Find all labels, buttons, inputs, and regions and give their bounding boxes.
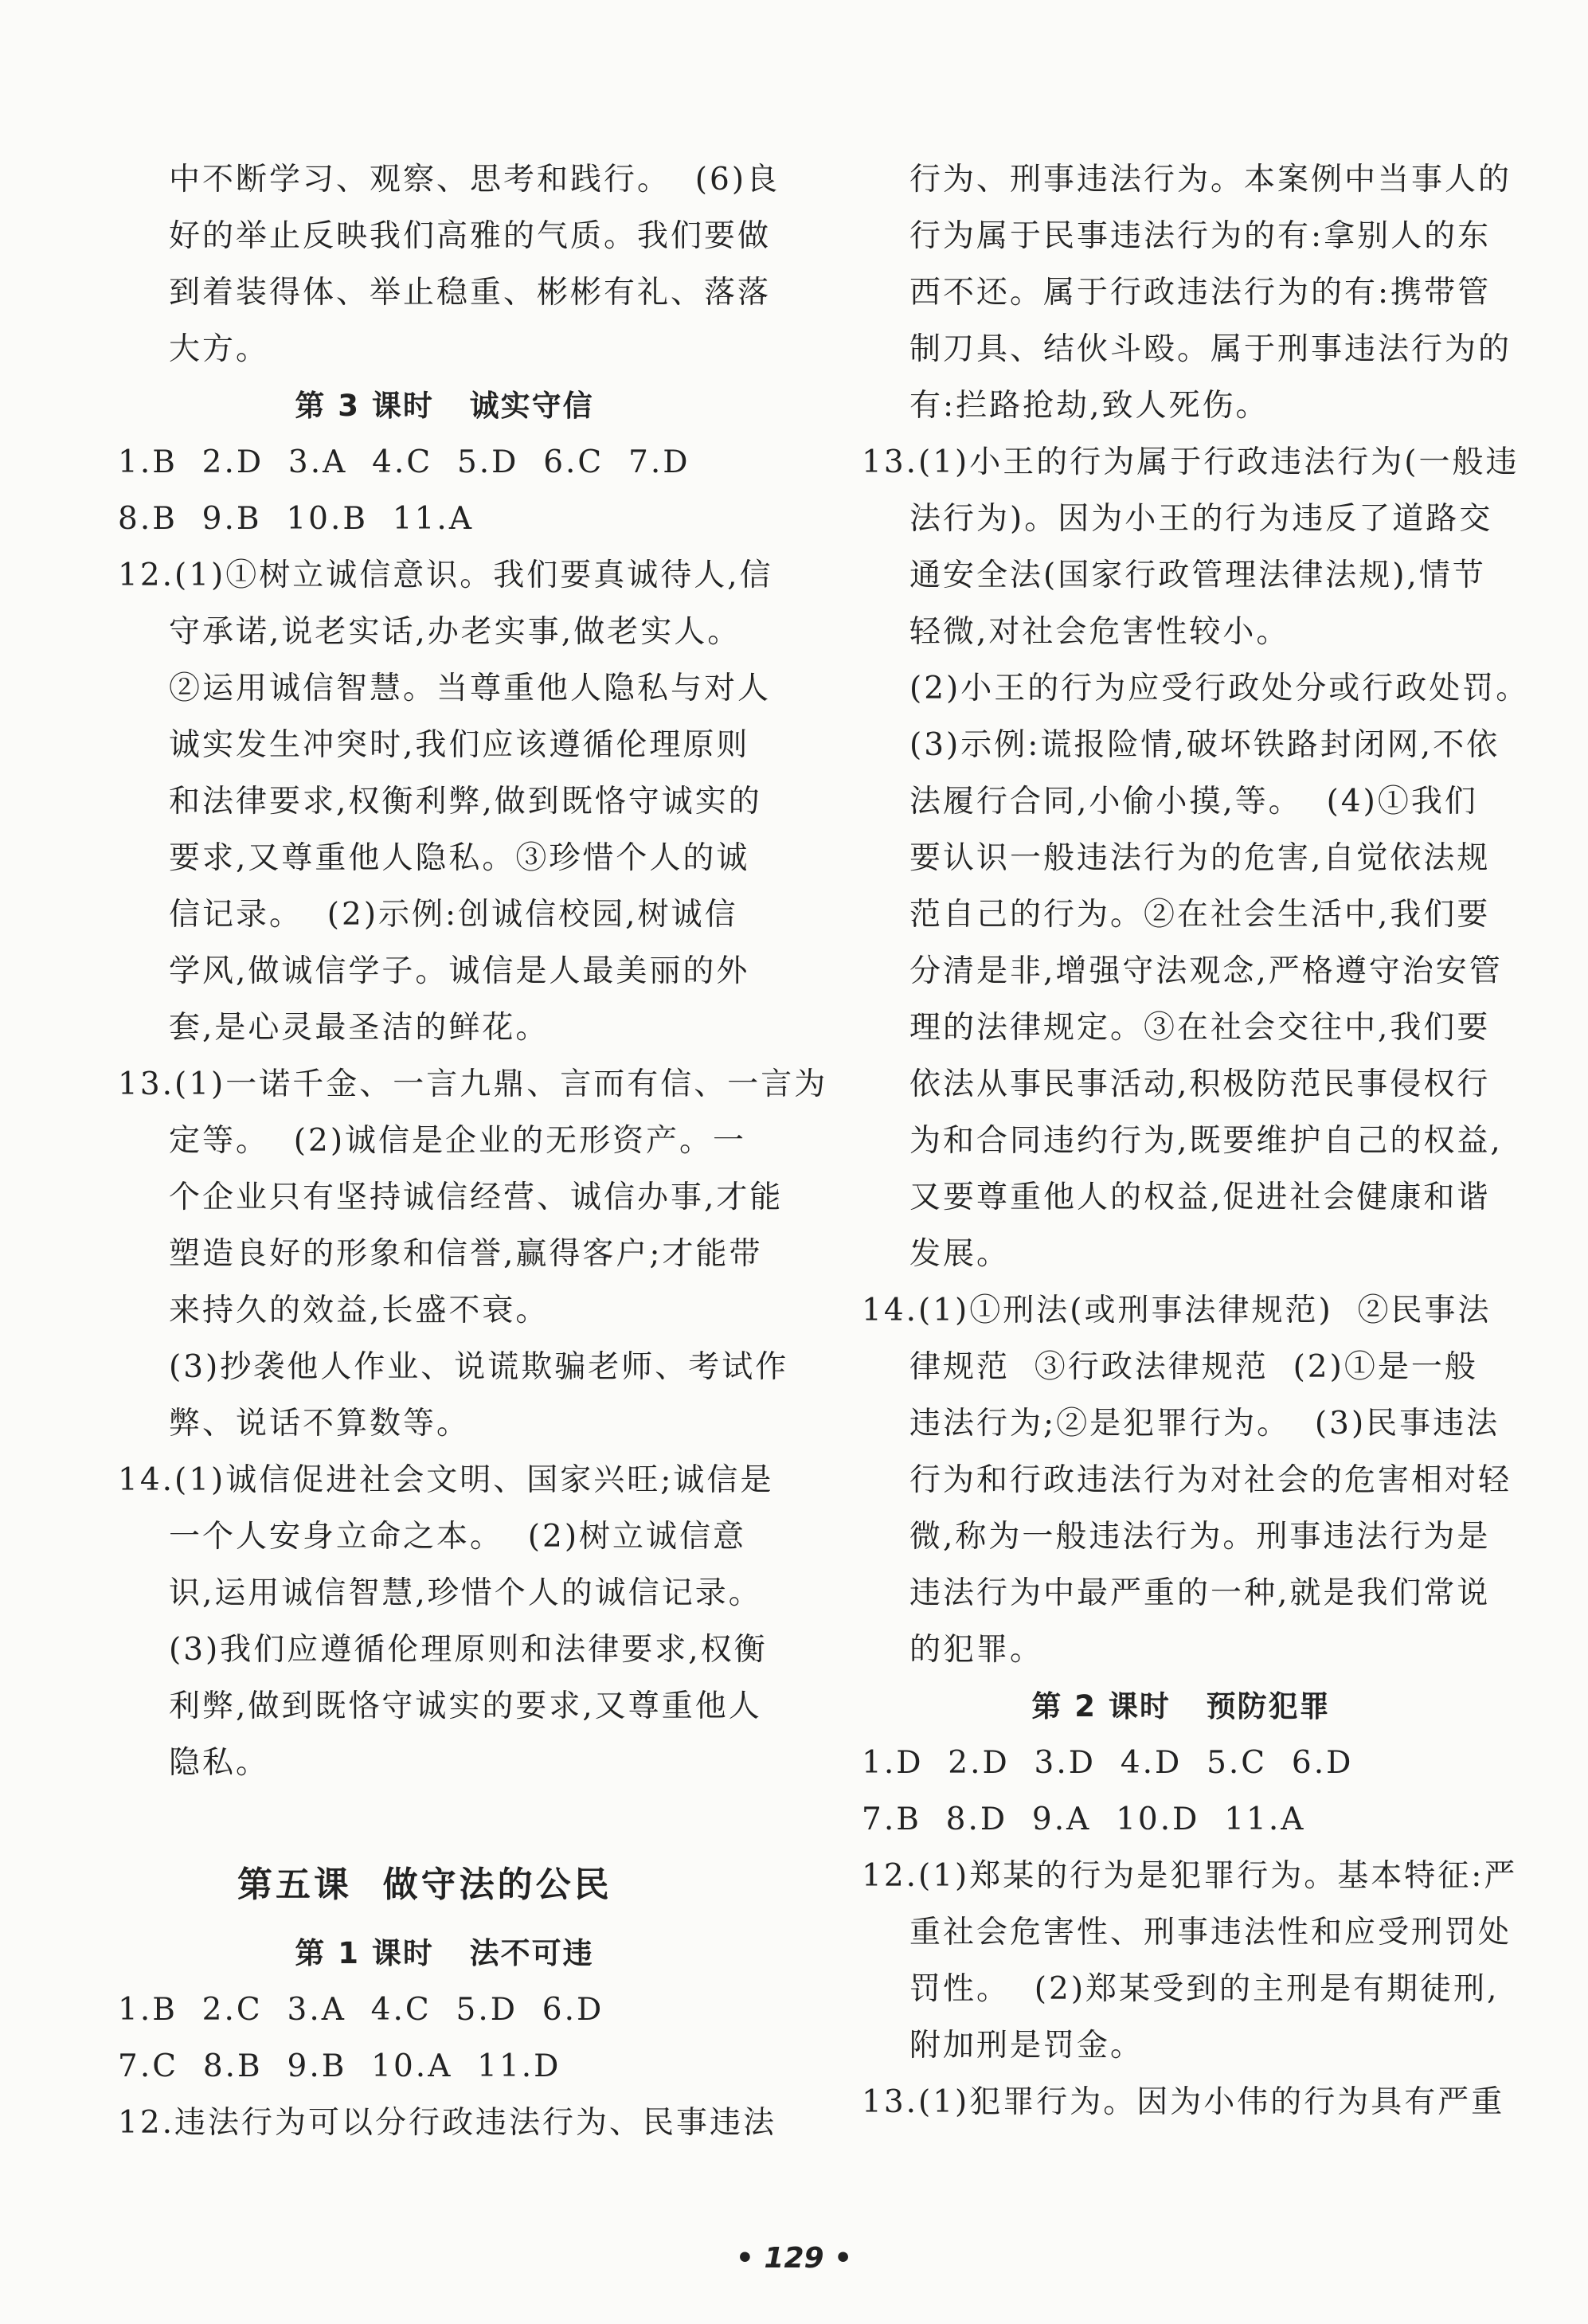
answer-line: 12.(1)①树立诚信意识。我们要真诚待人,信 bbox=[118, 558, 773, 593]
answer-line: 行为和行政违法行为对社会的危害相对轻 bbox=[909, 1462, 1512, 1498]
answer-line: 要求,又尊重他人隐私。③珍惜个人的诚 bbox=[169, 840, 750, 876]
answer-line: 和法律要求,权衡利弊,做到既恪守诚实的 bbox=[169, 784, 762, 820]
answer-line: 行为属于民事违法行为的有:拿别人的东 bbox=[909, 218, 1492, 254]
answer-line: 又要尊重他人的权益,促进社会健康和谐 bbox=[909, 1180, 1491, 1215]
answer-line: 到着装得体、举止稳重、彬彬有礼、落落 bbox=[169, 275, 772, 311]
answer-line: 罚性。 (2)郑某受到的主刑是有期徒刑, bbox=[909, 1971, 1500, 2007]
spacer bbox=[118, 1791, 771, 1829]
answer-line: 12.(1)郑某的行为是犯罪行为。基本特征:严 bbox=[862, 1858, 1518, 1894]
answer-line: (3)我们应遵循伦理原则和法律要求,权衡 bbox=[169, 1632, 768, 1668]
answer-line: 14.(1)①刑法(或刑事法律规范) ②民事法 bbox=[862, 1293, 1492, 1328]
answer-line: 7.B 8.D 9.A 10.D 11.A bbox=[862, 1802, 1306, 1837]
answer-line: 轻微,对社会危害性较小。 bbox=[909, 614, 1290, 650]
answer-line: 中不断学习、观察、思考和践行。 (6)良 bbox=[169, 162, 780, 198]
answer-line: 7.C 8.B 9.B 10.A 11.D bbox=[118, 2048, 561, 2084]
left-column bbox=[118, 151, 828, 2151]
answer-line: 好的举止反映我们高雅的气质。我们要做 bbox=[169, 218, 772, 254]
answer-line: 行为、刑事违法行为。本案例中当事人的 bbox=[909, 162, 1512, 198]
answer-line: 塑造良好的形象和信誉,赢得客户;才能带 bbox=[169, 1236, 763, 1272]
answer-line: 8.B 9.B 10.B 11.A bbox=[118, 501, 474, 537]
answer-line: 西不还。属于行政违法行为的有:携带管 bbox=[909, 275, 1492, 311]
page-number: • 129 • bbox=[735, 2242, 853, 2275]
answer-line: 13.(1)小王的行为属于行政违法行为(一般违 bbox=[862, 444, 1520, 480]
answer-line: 违法行为;②是犯罪行为。 (3)民事违法 bbox=[909, 1406, 1500, 1442]
answer-line: 1.B 2.C 3.A 4.C 5.D 6.D bbox=[118, 1992, 604, 2028]
answer-line: 分清是非,增强守法观念,严格遵守治安管 bbox=[909, 953, 1503, 989]
answer-line: 套,是心灵最圣洁的鲜花。 bbox=[169, 1010, 550, 1046]
answer-line: 来持久的效益,长盛不衰。 bbox=[169, 1293, 550, 1328]
answer-line: 理的法律规定。③在社会交往中,我们要 bbox=[909, 1010, 1491, 1046]
answer-line: 微,称为一般违法行为。刑事违法行为是 bbox=[909, 1519, 1491, 1555]
answer-line: 1.B 2.D 3.A 4.C 5.D 6.C 7.D bbox=[118, 444, 690, 480]
answer-line: 依法从事民事活动,积极防范民事侵权行 bbox=[909, 1066, 1491, 1102]
answer-line: 重社会危害性、刑事违法性和应受刑罚处 bbox=[909, 1915, 1512, 1950]
answer-line: 通安全法(国家行政管理法律法规),情节 bbox=[909, 558, 1486, 593]
answer-line: (3)抄袭他人作业、说谎欺骗老师、考试作 bbox=[169, 1349, 789, 1385]
answer-line: 12.违法行为可以分行政违法行为、民事违法 bbox=[118, 2105, 777, 2141]
answer-line: 附加刑是罚金。 bbox=[909, 2028, 1144, 2064]
answer-line: 13.(1)犯罪行为。因为小伟的行为具有严重 bbox=[862, 2084, 1505, 2120]
answer-line: 的犯罪。 bbox=[909, 1632, 1044, 1668]
answer-line: 定等。 (2)诚信是企业的无形资产。一 bbox=[169, 1123, 747, 1159]
lesson-heading: 第五课 做守法的公民 bbox=[237, 1864, 612, 1905]
answer-line: 一个人安身立命之本。 (2)树立诚信意 bbox=[169, 1519, 747, 1555]
answer-line: 法履行合同,小偷小摸,等。 (4)①我们 bbox=[909, 784, 1478, 820]
answer-line: 要认识一般违法行为的危害,自觉依法规 bbox=[909, 840, 1491, 876]
section-subheading: 第 3 课时 诚实守信 bbox=[295, 389, 594, 423]
answer-line: 13.(1)一诺千金、一言九鼎、言而有信、一言为 bbox=[118, 1066, 828, 1102]
answer-line: 律规范 ③行政法律规范 (2)①是一般 bbox=[909, 1349, 1478, 1385]
answer-line: 个企业只有坚持诚信经营、诚信办事,才能 bbox=[169, 1180, 784, 1215]
answer-line: 诚实发生冲突时,我们应该遵循伦理原则 bbox=[169, 727, 750, 763]
answer-line: (2)小王的行为应受行政处分或行政处罚。 bbox=[909, 671, 1530, 706]
answer-line: 制刀具、结伙斗殴。属于刑事违法行为的 bbox=[909, 331, 1512, 367]
answer-line: 弊、说话不算数等。 bbox=[169, 1406, 471, 1442]
answer-line: 信记录。 (2)示例:创诚信校园,树诚信 bbox=[169, 897, 738, 933]
answer-line: 学风,做诚信学子。诚信是人最美丽的外 bbox=[169, 953, 750, 989]
answer-line: 1.D 2.D 3.D 4.D 5.C 6.D bbox=[862, 1745, 1354, 1781]
answer-line: 识,运用诚信智慧,珍惜个人的诚信记录。 bbox=[169, 1575, 762, 1611]
answer-line: 守承诺,说老实话,办老实事,做老实人。 bbox=[169, 614, 741, 650]
answer-line: 发展。 bbox=[909, 1236, 1011, 1272]
right-column bbox=[862, 151, 1530, 2130]
answer-line: 隐私。 bbox=[169, 1745, 270, 1781]
answer-line: 违法行为中最严重的一种,就是我们常说 bbox=[909, 1575, 1491, 1611]
answer-line: ②运用诚信智慧。当尊重他人隐私与对人 bbox=[169, 671, 772, 706]
answer-line: (3)示例:谎报险情,破坏铁路封闭网,不依 bbox=[909, 727, 1500, 763]
answer-line: 有:拦路抢劫,致人死伤。 bbox=[909, 388, 1269, 424]
answer-line: 利弊,做到既恪守诚实的要求,又尊重他人 bbox=[169, 1688, 762, 1724]
answer-line: 14.(1)诚信促进社会文明、国家兴旺;诚信是 bbox=[118, 1462, 774, 1498]
answer-line: 为和合同违约行为,既要维护自己的权益, bbox=[909, 1123, 1503, 1159]
answer-line: 法行为)。因为小王的行为违反了道路交 bbox=[909, 501, 1493, 537]
answer-line: 大方。 bbox=[169, 331, 270, 367]
section-subheading: 第 1 课时 法不可违 bbox=[295, 1936, 594, 1970]
answer-line: 范自己的行为。②在社会生活中,我们要 bbox=[909, 897, 1491, 933]
section-subheading: 第 2 课时 预防犯罪 bbox=[1031, 1689, 1331, 1723]
